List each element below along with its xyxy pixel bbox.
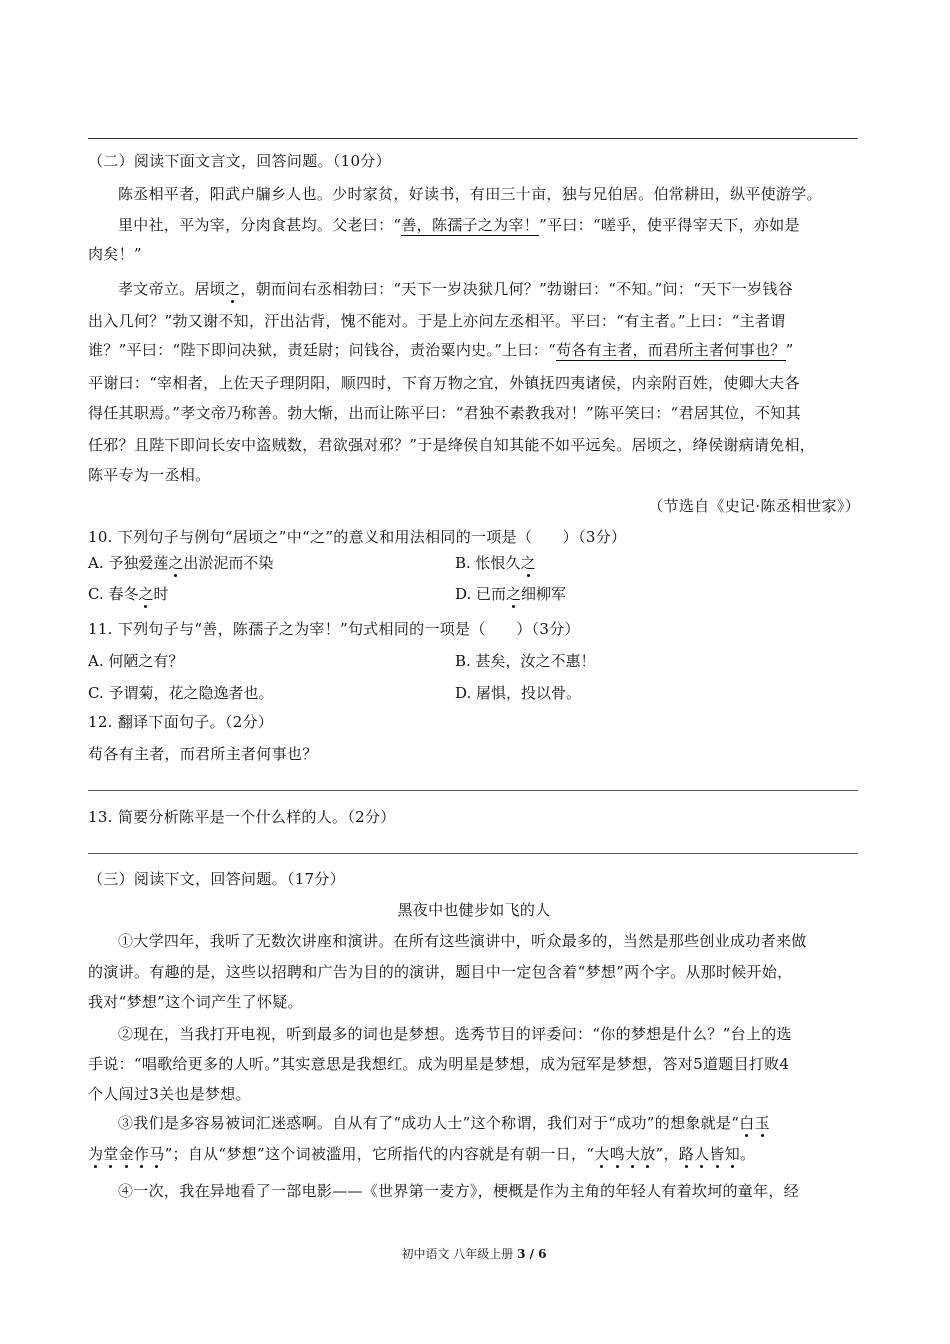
passage-2-line: 出入几何？”勃又谢不知，汗出沾背，愧不能对。于是上亦问左丞相平。平曰：“有主者。”上曰：“主者谓 — [88, 312, 786, 330]
question-11-option-d[interactable]: D. 屠惧，投以骨。 — [455, 684, 582, 702]
passage-2-line: 平谢曰：“宰相者，上佐天子理阴阳，顺四时，下育万物之宜，外镇抚四夷诸侯，内亲附百姓，使卿大夫各 — [88, 374, 800, 392]
passage-3-line: 手说：“唱歌给更多的人听。”其实意思是我想红。成为明星是梦想，成为冠军是梦想，答对5道题目打败4 — [88, 1055, 790, 1073]
question-11-stem: 11. 下列句子与“善，陈孺子之为宰！”句式相同的一项是（ ）（3分） — [88, 620, 580, 638]
question-10-option-d[interactable]: D. 已而之细柳军 — [455, 585, 567, 603]
passage-2-line: 陈平专为一丞相。 — [88, 466, 211, 484]
passage-2-paragraph-2: 里中社，平为宰，分肉食甚均。父老曰：“善，陈孺子之为宰！”平曰：“嗟乎，使平得宰天下，亦如是 — [118, 216, 800, 234]
question-10-option-b[interactable]: B. 怅恨久之 — [455, 554, 536, 572]
section-2-heading: （二）阅读下面文言文，回答问题。（10分） — [88, 152, 391, 170]
page-footer: 初中语文 八年级上册 3 / 6 — [401, 1247, 547, 1261]
question-11-option-c[interactable]: C. 予谓菊，花之隐逸者也。 — [88, 684, 274, 702]
passage-2-line: 谁？”平曰：“陛下即问决狱，责廷尉；问钱谷，责治粟内史。”上曰：“苟各有主者，而君所主者何事也？” — [88, 341, 794, 359]
exam-page — [88, 0, 860, 1344]
question-10-stem: 10. 下列句子与例句“居顷之”中“之”的意义和用法相同的一项是（ ）（3分） — [88, 528, 627, 546]
underlined-sentence-2: 苟各有主者，而君所主者何事也？ — [556, 341, 786, 359]
question-13-answer-line[interactable] — [88, 853, 858, 854]
passage-3-line: ②现在，当我打开电视，听到最多的词也是梦想。选秀节目的评委问：“你的梦想是什么？”台上的选 — [118, 1025, 792, 1043]
passage-3-line: 为堂金作马”；自从“梦想”这个词被滥用，它所指代的内容就是有朝一日，“大鸣大放”，路人皆知。 — [88, 1145, 756, 1163]
passage-3-line: 的演讲。有趣的是，这些以招聘和广告为目的的演讲，题目中一定包含着“梦想”两个字。从那时候开始， — [88, 963, 793, 981]
question-10-option-c[interactable]: C. 春冬之时 — [88, 585, 169, 603]
passage-3-line: ①大学四年，我听了无数次讲座和演讲。在所有这些演讲中，听众最多的，当然是那些创业成功者来做 — [118, 932, 807, 950]
section-3-heading: （三）阅读下文，回答问题。（17分） — [88, 870, 345, 888]
underlined-sentence-1: 善，陈孺子之为宰！ — [401, 216, 540, 234]
question-12-answer-line[interactable] — [88, 790, 858, 791]
passage-source: （节选自《史记·陈丞相世家》） — [648, 497, 860, 515]
passage-3-line: 个人闯过3关也是梦想。 — [88, 1085, 251, 1103]
page-number: 3 / 6 — [517, 1247, 547, 1261]
header-rule — [88, 138, 858, 139]
passage-2-paragraph-1: 陈丞相平者，阳武户牖乡人也。少时家贫，好读书，有田三十亩，独与兄伯居。伯常耕田，纵平使游学。 — [118, 185, 822, 203]
passage-2-paragraph-2-cont: 肉矣！” — [88, 245, 142, 263]
passage-2-paragraph-3: 孝文帝立。居顷之，朝而问右丞相勃曰：“天下一岁决狱几何？”勃谢曰：“不知。”问：“天下一岁钱谷 — [118, 280, 793, 298]
passage-3-line: ③我们是多容易被词汇迷惑啊。自从有了“成功人士”这个称谓，我们对于“成功”的想象就是“白玉 — [118, 1114, 770, 1132]
passage-3-line: ④一次，我在异地看了一部电影——《世界第一麦方》，梗概是作为主角的年轻人有着坎坷的童年，经 — [118, 1182, 800, 1200]
dotted-char: 之 — [225, 280, 241, 298]
question-12-sentence: 苟各有主者，而君所主者何事也？ — [88, 745, 318, 763]
passage-2-line: 任邪？且陛下即问长安中盗贼数，君欲强对邪？”于是绛侯自知其能不如平远矣。居顷之，绛侯谢病请免相， — [88, 436, 816, 454]
question-10-option-a[interactable]: A. 予独爱莲之出淤泥而不染 — [88, 554, 274, 572]
passage-3-line: 我对“梦想”这个词产生了怀疑。 — [88, 993, 303, 1011]
passage-3-title: 黑夜中也健步如飞的人 — [397, 901, 551, 919]
question-11-option-a[interactable]: A. 何陋之有？ — [88, 652, 184, 670]
question-12-stem: 12. 翻译下面句子。（2分） — [88, 713, 274, 731]
question-11-option-b[interactable]: B. 甚矣，汝之不惠！ — [455, 652, 596, 670]
question-13-stem: 13. 简要分析陈平是一个什么样的人。（2分） — [88, 808, 396, 826]
passage-2-line: 得任其职焉。”孝文帝乃称善。勃大惭，出而让陈平曰：“君独不素教我对！”陈平笑曰：“君居其位，不知其 — [88, 404, 801, 422]
